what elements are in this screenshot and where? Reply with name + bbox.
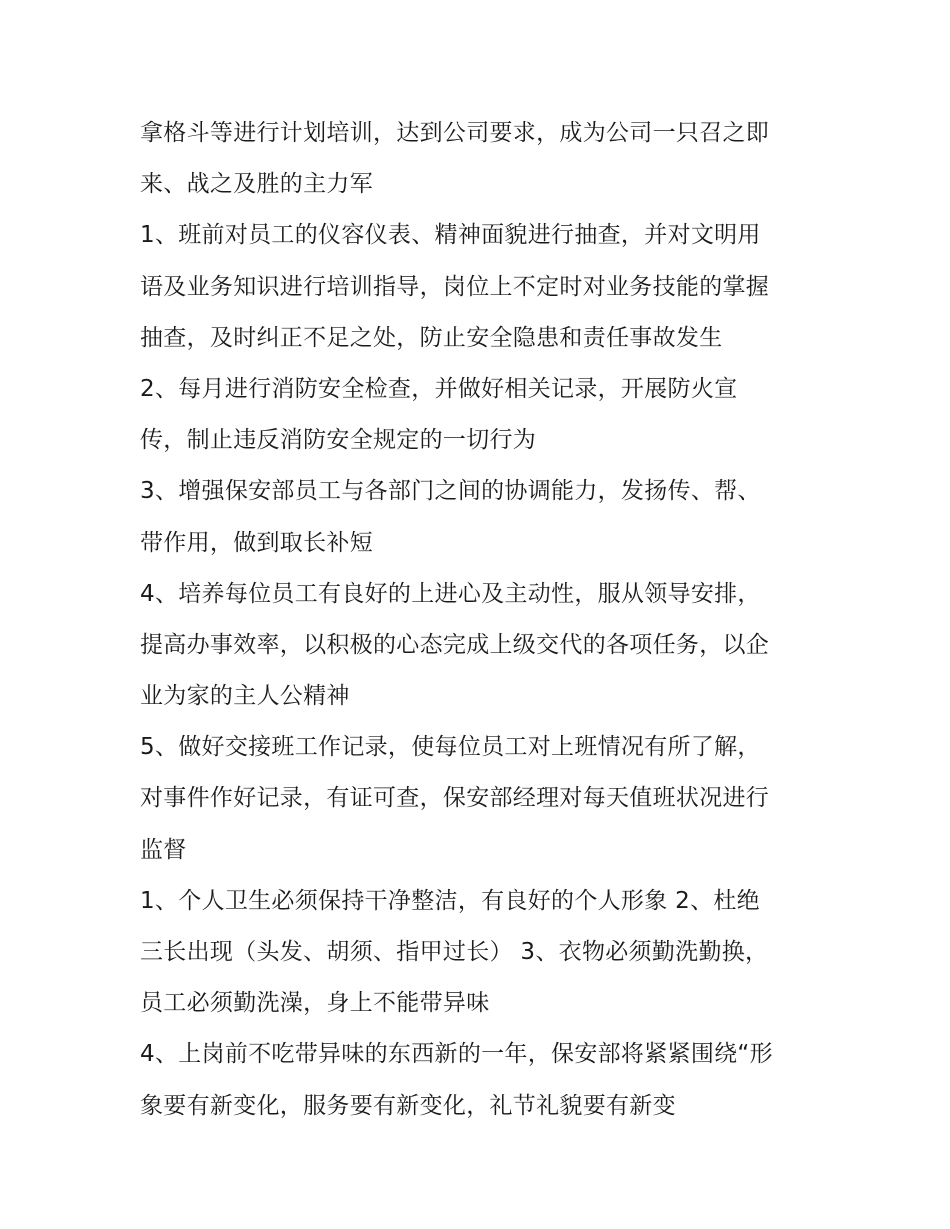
text-line: 拿格斗等进行计划培训，达到公司要求，成为公司一只召之即 (140, 120, 770, 146)
text-line: 业为家的主人公精神 (140, 683, 350, 710)
text-line: 抽查，及时纠正不足之处，防止安全隐患和责任事故发生 (140, 324, 723, 351)
text-line: 员工必须勤洗澡，身上不能带异味 (140, 990, 490, 1017)
text-line: 三长出现（头发、胡须、指甲过长） 3、衣物必须勤洗勤换， (140, 939, 769, 965)
text-line: 语及业务知识进行培训指导，岗位上不定时对业务技能的掌握 (140, 273, 770, 300)
text-line: 1、班前对员工的仪容仪表、精神面貌进行抽查，并对文明用 (140, 222, 761, 249)
text-line: 监督 (140, 836, 187, 863)
text-line: 传，制止违反消防安全规定的一切行为 (140, 427, 537, 454)
text-line: 提高办事效率，以积极的心态完成上级交代的各项任务，以企 (140, 631, 770, 658)
text-line: 1、个人卫生必须保持干净整洁，有良好的个人形象 2、杜绝 (140, 887, 760, 914)
text-line: 象要有新变化，服务要有新变化，礼节礼貌要有新变 (140, 1092, 676, 1119)
text-line: 4、培养每位员工有良好的上进心及主动性，服从领导安排， (140, 580, 761, 607)
text-line: 带作用，做到取长补短 (140, 529, 373, 556)
text-line: 3、增强保安部员工与各部门之间的协调能力，发扬传、帮、 (140, 478, 761, 505)
text-line: 4、上岗前不吃带异味的东西新的一年，保安部将紧紧围绕“形 (140, 1041, 773, 1068)
text-line: 来、战之及胜的主力军 (140, 171, 373, 198)
text-line: 对事件作好记录，有证可查，保安部经理对每天值班状况进行 (140, 785, 770, 812)
text-line: 2、每月进行消防安全检查，并做好相关记录，开展防火宣 (140, 375, 738, 402)
document-body (140, 108, 830, 1132)
text-line: 5、做好交接班工作记录，使每位员工对上班情况有所了解， (140, 734, 761, 761)
